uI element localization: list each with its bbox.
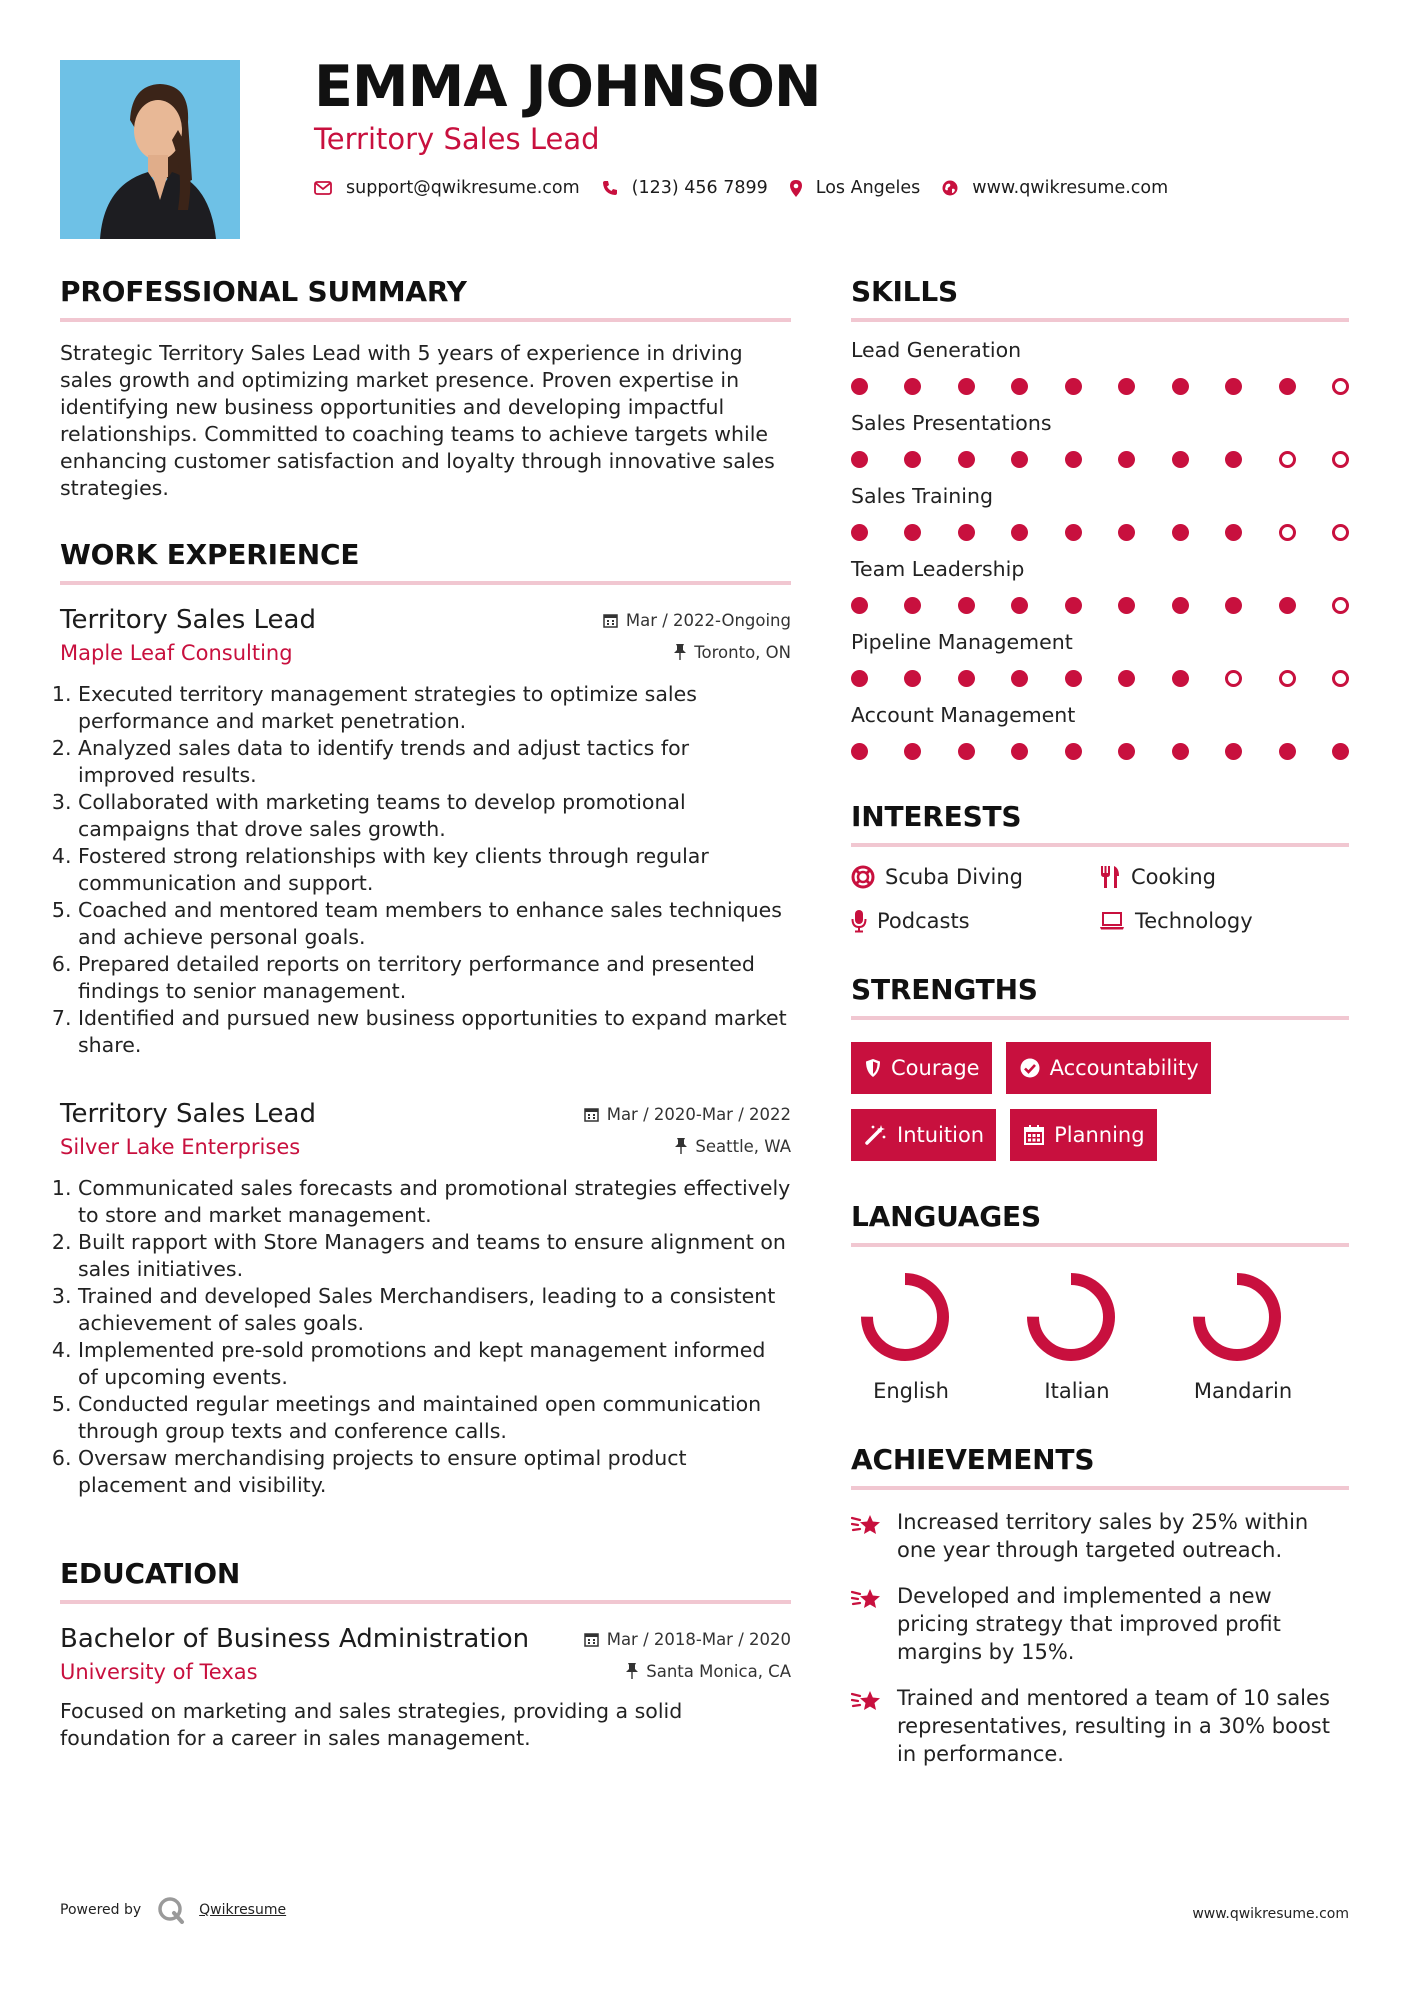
achievement-item (851, 1684, 1349, 1768)
skill-name: Account Management (851, 703, 1076, 727)
envelope-icon (314, 181, 332, 195)
phone-text: (123) 456 7899 (631, 178, 768, 198)
job-title: Territory Sales Lead (60, 605, 316, 635)
strength-label: Accountability (1049, 1056, 1199, 1080)
rating-dot-empty (1225, 670, 1242, 687)
rating-dot-filled (1011, 524, 1028, 541)
rating-dot-filled (958, 524, 975, 541)
rating-dot-empty (1279, 451, 1296, 468)
phone-icon (602, 180, 618, 196)
skill-name: Sales Training (851, 484, 993, 508)
candidate-name: EMMA JOHNSON (314, 54, 821, 120)
skill-name: Pipeline Management (851, 630, 1073, 654)
experience-heading: WORK EXPERIENCE (60, 538, 791, 585)
list-item: 6. Prepared detailed reports on territory performance and presented findings to senior management. (78, 951, 791, 1005)
rating-dot-filled (1172, 378, 1189, 395)
rating-dot-filled (1225, 524, 1242, 541)
summary-text: Strategic Territory Sales Lead with 5 years of experience in driving sales growth and optimizing market presence. Proven expertise in identifying new business opportunities and developing impactful relationships. Committed to coaching teams to achieve targets while enhancing customer satisfaction and loyalty through innovative sales strategies. (60, 341, 775, 500)
candidate-role: Territory Sales Lead (314, 122, 600, 156)
avatar (60, 60, 240, 239)
language-level-ring (1189, 1269, 1285, 1365)
rating-dot-filled (1279, 743, 1296, 760)
job-location: Seattle, WA (695, 1136, 791, 1156)
rating-dot-filled (1118, 670, 1135, 687)
rating-dot-empty (1279, 670, 1296, 687)
rating-dot-filled (1065, 524, 1082, 541)
utensils-icon (1099, 865, 1121, 889)
rating-dot-filled (1011, 597, 1028, 614)
rating-dot-filled (1118, 378, 1135, 395)
interest-item (1099, 909, 1349, 933)
rating-dot-empty (1332, 524, 1349, 541)
achievement-item (851, 1508, 1349, 1564)
skill-item (851, 484, 1349, 541)
skill-item (851, 630, 1349, 687)
rating-dot-filled (958, 597, 975, 614)
rating-dot-filled (851, 451, 868, 468)
rating-dot-filled (904, 670, 921, 687)
skill-item (851, 338, 1349, 395)
contact-bar (314, 178, 1190, 198)
language-level-arc (1199, 1279, 1275, 1355)
rating-dot-filled (904, 743, 921, 760)
calendar-icon (584, 1632, 599, 1647)
education-heading: EDUCATION (60, 1557, 791, 1604)
lifebuoy-icon (851, 865, 875, 889)
strength-tag (851, 1042, 992, 1094)
rating-dot-filled (904, 451, 921, 468)
strengths-list (851, 1042, 1349, 1176)
skill-item (851, 557, 1349, 614)
rating-dot-filled (1065, 451, 1082, 468)
shield-icon (865, 1058, 881, 1078)
languages-heading: LANGUAGES (851, 1200, 1349, 1247)
job-bullets (60, 681, 791, 1059)
list-item: 5. Coached and mentored team members to enhance sales techniques and achieve personal goals. (78, 897, 791, 951)
interest-item (851, 909, 1099, 933)
strength-label: Intuition (897, 1123, 985, 1147)
rating-dot-filled (1172, 670, 1189, 687)
rating-dot-filled (1118, 524, 1135, 541)
degree-title: Bachelor of Business Administration (60, 1624, 530, 1654)
interests-heading: INTERESTS (851, 800, 1349, 847)
globe-icon (942, 180, 958, 196)
rating-dot-filled (1011, 670, 1028, 687)
education-entry (60, 1624, 791, 1752)
rating-dot-filled (1118, 451, 1135, 468)
rating-dot-filled (1172, 743, 1189, 760)
rating-dot-filled (1011, 451, 1028, 468)
list-item: 1. Executed territory management strategies to optimize sales performance and market penetration. (78, 681, 791, 735)
skill-rating (851, 597, 1349, 614)
language-item (1017, 1269, 1183, 1403)
skill-rating (851, 670, 1349, 687)
powered-by-text: Powered by (60, 1902, 142, 1918)
skill-item (851, 411, 1349, 468)
language-item (851, 1269, 1017, 1403)
skill-rating (851, 524, 1349, 541)
rating-dot-empty (1332, 597, 1349, 614)
email-text: support@qwikresume.com (346, 178, 580, 198)
strength-label: Planning (1054, 1123, 1145, 1147)
interest-item (851, 865, 1099, 889)
job-dates: Mar / 2020-Mar / 2022 (606, 1105, 791, 1124)
skill-name: Team Leadership (851, 557, 1025, 581)
education-text: Focused on marketing and sales strategies, providing a solid foundation for a career in sales management. (60, 1699, 683, 1750)
skills-heading: SKILLS (851, 275, 1349, 322)
location-text: Los Angeles (815, 178, 921, 198)
interest-label: Podcasts (877, 909, 970, 933)
rating-dot-filled (1011, 743, 1028, 760)
magic-wand-icon (865, 1124, 887, 1146)
achievement-text: Increased territory sales by 25% within one year through targeted outreach. (897, 1510, 1309, 1562)
rating-dot-filled (1332, 743, 1349, 760)
rating-dot-filled (1065, 670, 1082, 687)
list-item: 4. Implemented pre-sold promotions and kept management informed of upcoming events. (78, 1337, 791, 1391)
school-name: University of Texas (60, 1660, 258, 1684)
list-item: 2. Built rapport with Store Managers and teams to ensure alignment on sales initiatives. (78, 1229, 791, 1283)
rating-dot-filled (904, 597, 921, 614)
list-item: 3. Trained and developed Sales Merchandisers, leading to a consistent achievement of sales goals. (78, 1283, 791, 1337)
strength-label: Courage (891, 1056, 980, 1080)
footer-website[interactable]: www.qwikresume.com (1192, 1906, 1349, 1922)
list-item: 7. Identified and pursued new business opportunities to expand market share. (78, 1005, 791, 1059)
rating-dot-filled (1279, 378, 1296, 395)
pushpin-icon (674, 644, 686, 660)
rating-dot-empty (1332, 378, 1349, 395)
calendar-icon (1024, 1125, 1044, 1145)
list-item: 1. Communicated sales forecasts and promotional strategies effectively to store and market management. (78, 1175, 791, 1229)
education-location: Santa Monica, CA (646, 1661, 791, 1681)
interest-label: Scuba Diving (885, 865, 1023, 889)
contact-location (790, 178, 921, 198)
language-level-arc (867, 1279, 943, 1355)
rating-dot-filled (1225, 743, 1242, 760)
rating-dot-filled (851, 670, 868, 687)
education-dates: Mar / 2018-Mar / 2020 (606, 1630, 791, 1649)
rating-dot-filled (904, 524, 921, 541)
rating-dot-filled (1065, 378, 1082, 395)
rating-dot-filled (1172, 451, 1189, 468)
skill-rating (851, 451, 1349, 468)
job-title: Territory Sales Lead (60, 1099, 316, 1129)
rating-dot-filled (851, 597, 868, 614)
pushpin-icon (675, 1138, 687, 1154)
interest-label: Cooking (1131, 865, 1216, 889)
language-level-ring (857, 1269, 953, 1365)
list-item: 4. Fostered strong relationships with key clients through regular communication and support. (78, 843, 791, 897)
pushpin-icon (626, 1663, 638, 1679)
interest-label: Technology (1135, 909, 1253, 933)
rating-dot-filled (1172, 597, 1189, 614)
rating-dot-filled (851, 378, 868, 395)
summary-heading: PROFESSIONAL SUMMARY (60, 275, 791, 322)
map-pin-icon (790, 180, 802, 197)
achievement-text: Trained and mentored a team of 10 sales representatives, resulting in a 30% boost in performance. (897, 1686, 1330, 1766)
achievement-text: Developed and implemented a new pricing strategy that improved profit margins by 15%. (897, 1584, 1281, 1664)
rating-dot-filled (1172, 524, 1189, 541)
company-name: Maple Leaf Consulting (60, 641, 293, 665)
skills-list (851, 338, 1349, 760)
rating-dot-filled (1225, 597, 1242, 614)
achievements-heading: ACHIEVEMENTS (851, 1443, 1349, 1490)
skill-rating (851, 378, 1349, 395)
language-name: Mandarin (1193, 1379, 1293, 1403)
microphone-icon (851, 909, 867, 933)
skill-item (851, 703, 1349, 760)
rating-dot-filled (1065, 743, 1082, 760)
rating-dot-filled (1225, 451, 1242, 468)
rating-dot-filled (958, 378, 975, 395)
strengths-heading: STRENGTHS (851, 973, 1349, 1020)
profile-photo (60, 60, 240, 239)
rating-dot-filled (1011, 378, 1028, 395)
rating-dot-empty (1332, 670, 1349, 687)
job-entry (60, 605, 791, 1059)
rating-dot-filled (958, 670, 975, 687)
rating-dot-empty (1279, 524, 1296, 541)
rating-dot-filled (1279, 597, 1296, 614)
rating-dot-filled (958, 743, 975, 760)
language-name: Italian (1044, 1379, 1110, 1403)
rating-dot-filled (1225, 378, 1242, 395)
strength-tag (1006, 1042, 1211, 1094)
skill-rating (851, 743, 1349, 760)
contact-email[interactable] (314, 178, 580, 198)
shooting-star-icon (851, 1688, 883, 1714)
skill-name: Sales Presentations (851, 411, 1052, 435)
contact-website[interactable] (942, 178, 1168, 198)
rating-dot-filled (851, 524, 868, 541)
interests-list (851, 865, 1349, 933)
website-text: www.qwikresume.com (972, 178, 1169, 198)
calendar-icon (584, 1107, 599, 1122)
laptop-icon (1099, 911, 1125, 931)
strength-tag (851, 1109, 996, 1161)
qwikresume-logo-icon (157, 1896, 185, 1924)
shooting-star-icon (851, 1586, 883, 1612)
rating-dot-filled (958, 451, 975, 468)
brand-link[interactable]: Qwikresume (199, 1902, 287, 1918)
job-bullets (60, 1175, 791, 1499)
job-dates: Mar / 2022-Ongoing (625, 611, 791, 630)
skill-name: Lead Generation (851, 338, 1022, 362)
rating-dot-filled (1065, 597, 1082, 614)
rating-dot-empty (1332, 451, 1349, 468)
rating-dot-filled (1118, 743, 1135, 760)
job-location: Toronto, ON (694, 642, 791, 662)
shooting-star-icon (851, 1512, 883, 1538)
interest-item (1099, 865, 1349, 889)
language-item (1183, 1269, 1349, 1403)
strength-tag (1010, 1109, 1156, 1161)
contact-phone[interactable] (602, 178, 768, 198)
language-level-ring (1023, 1269, 1119, 1365)
left-column (60, 275, 791, 1752)
rating-dot-filled (1118, 597, 1135, 614)
job-entry (60, 1099, 791, 1499)
list-item: 5. Conducted regular meetings and maintained open communication through group texts and conference calls. (78, 1391, 791, 1445)
achievements-list (851, 1508, 1349, 1768)
check-circle-icon (1020, 1058, 1040, 1078)
languages-list (851, 1269, 1349, 1403)
calendar-icon (603, 613, 618, 628)
language-name: English (873, 1379, 949, 1403)
list-item: 3. Collaborated with marketing teams to develop promotional campaigns that drove sales growth. (78, 789, 791, 843)
list-item: 2. Analyzed sales data to identify trends and adjust tactics for improved results. (78, 735, 791, 789)
list-item: 6. Oversaw merchandising projects to ensure optimal product placement and visibility. (78, 1445, 791, 1499)
right-column (851, 275, 1349, 1768)
rating-dot-filled (904, 378, 921, 395)
company-name: Silver Lake Enterprises (60, 1135, 301, 1159)
rating-dot-filled (851, 743, 868, 760)
footer-powered-by (60, 1896, 286, 1924)
language-level-arc (1033, 1279, 1109, 1355)
achievement-item (851, 1582, 1349, 1666)
